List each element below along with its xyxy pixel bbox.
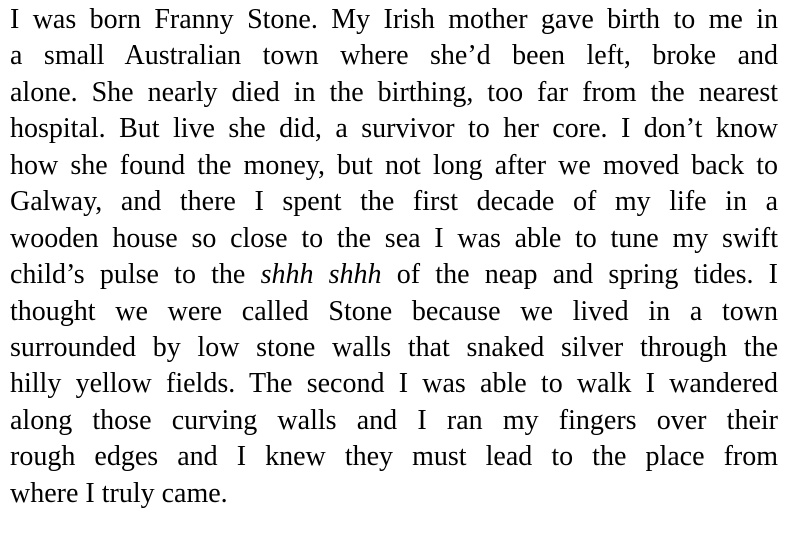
text-segment: of the neap and spring tides. I [381, 259, 778, 291]
text-segment: hilly yellow fields. The second I was able to walk I wandered [10, 368, 778, 400]
text-segment: hospital. But live she did, a survivor to her core. I don’t know [10, 113, 778, 145]
text-segment: rough edges and I knew they must lead to the place from [10, 441, 778, 473]
text-segment: surrounded by low stone walls that snaked silver through the [10, 331, 778, 363]
text-line [10, 439, 778, 475]
paragraph [10, 2, 778, 512]
text-segment: I was born Franny Stone. My Irish mother gave birth to me in [10, 4, 778, 35]
text-segment: along those curving walls and I ran my fingers over their [10, 404, 778, 436]
text-segment: child’s pulse to the [10, 259, 261, 291]
text-segment: thought we were called Stone because we lived in a town [10, 295, 778, 327]
text-segment: alone. She nearly died in the birthing, too far from the nearest [10, 76, 778, 108]
text-line [10, 476, 778, 512]
text-segment: Galway, and there I spent the first decade of my life in a [10, 186, 778, 218]
text-segment: how she found the money, but not long after we moved back to [10, 149, 778, 181]
text-line [10, 38, 778, 74]
text-line [10, 294, 778, 330]
italic-text-segment: shhh shhh [260, 259, 382, 291]
text-segment: wooden house so close to the sea I was able to tune my swift [10, 222, 778, 254]
text-line [10, 403, 778, 439]
text-line [10, 366, 778, 402]
text-line [10, 330, 778, 366]
text-segment: a small Australian town where she’d been left, broke and [10, 40, 778, 72]
text-line [10, 111, 778, 147]
text-line [10, 184, 778, 220]
text-line [10, 148, 778, 184]
text-line [10, 2, 778, 38]
text-line [10, 75, 778, 111]
text-line [10, 257, 778, 293]
text-segment: where I truly came. [10, 477, 228, 509]
text-line [10, 221, 778, 257]
